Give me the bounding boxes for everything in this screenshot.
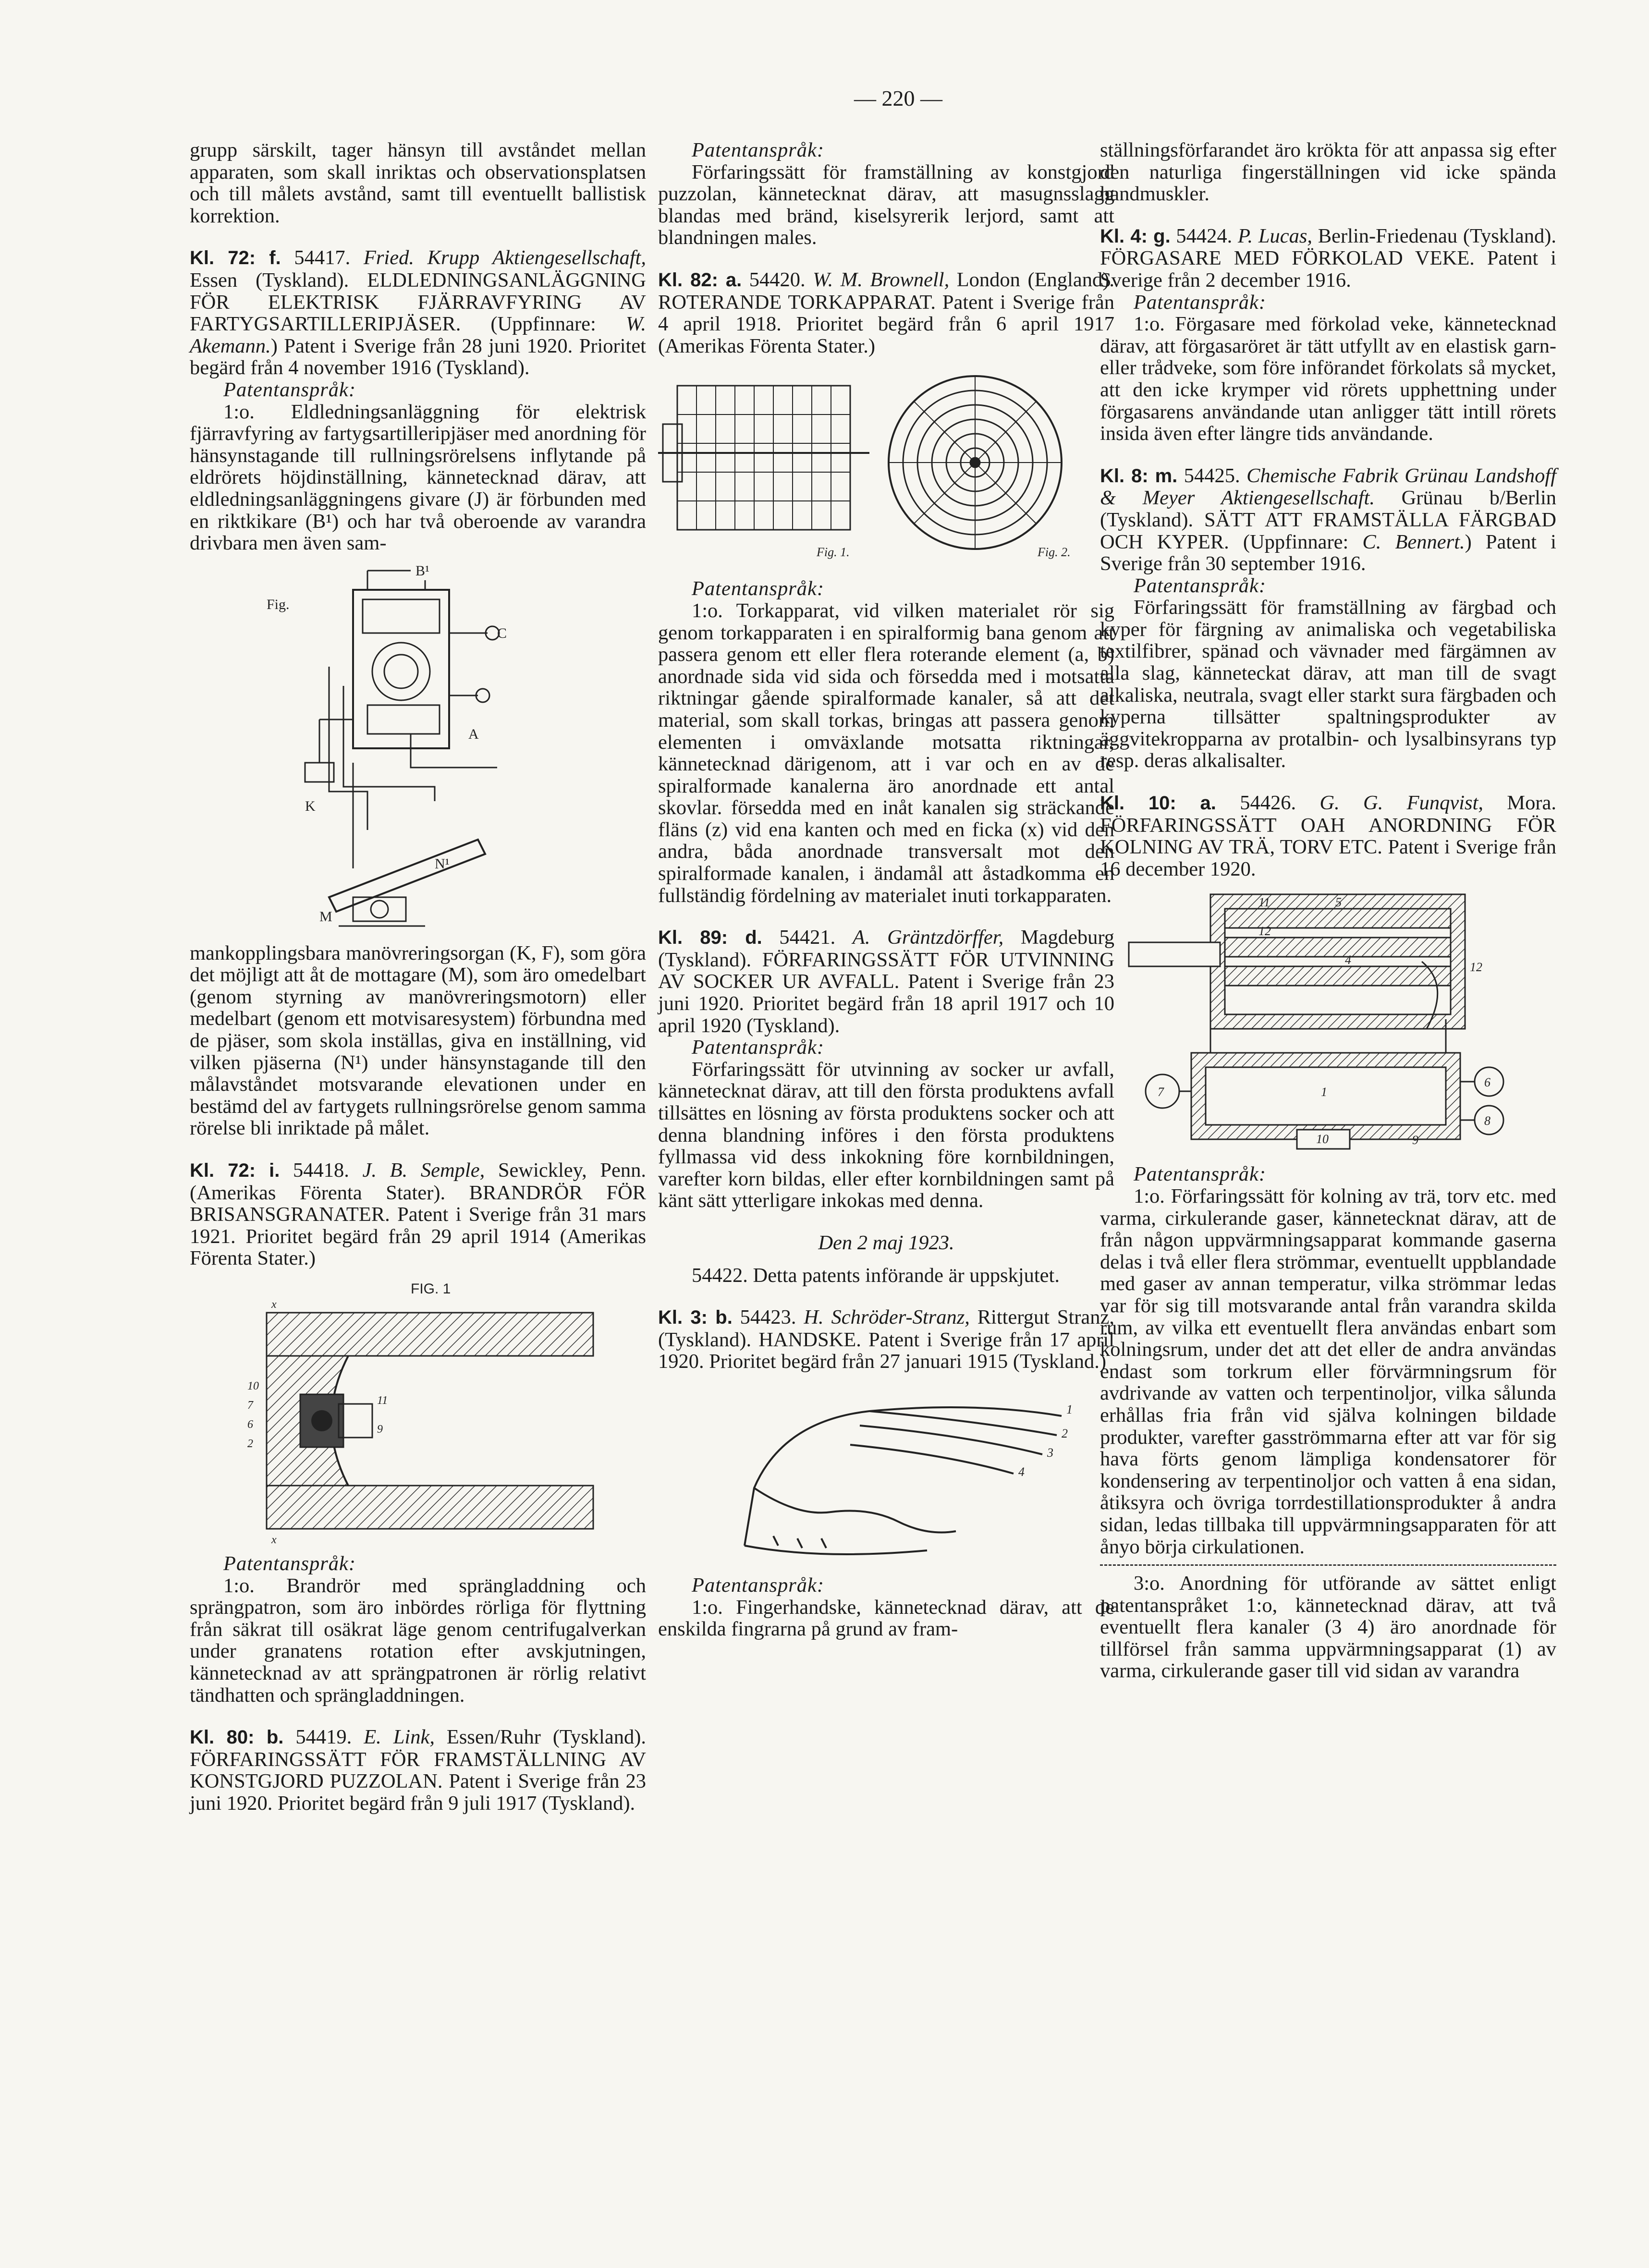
claim-heading: Patentanspråk: bbox=[1134, 574, 1267, 597]
date-heading: Den 2 maj 1923. bbox=[818, 1231, 954, 1254]
class-label: Kl. 10: a. bbox=[1100, 793, 1216, 814]
svg-text:M: M bbox=[319, 908, 332, 925]
figure-kiln bbox=[1114, 890, 1518, 1158]
svg-text:A: A bbox=[468, 726, 479, 742]
entry-54419-header bbox=[190, 1726, 646, 1814]
class-label: Kl. 72: f. bbox=[190, 247, 281, 269]
column-3 bbox=[1100, 139, 1556, 1682]
applicant: E. Link, bbox=[364, 1726, 435, 1749]
entry-text: Sewickley, Penn. (Amerikas Förenta Stater). BRANDRÖR FÖR BRISANSGRANATER. Patent i Sverige från 31 mars 1921. Prioritet begärd från 29 april 1914 (Amerikas Förenta Stater.) bbox=[190, 1159, 646, 1270]
svg-text:B¹: B¹ bbox=[415, 562, 430, 579]
svg-text:11: 11 bbox=[377, 1394, 388, 1407]
patent-number: 54419. bbox=[283, 1726, 364, 1749]
deferred-note: 54422. Detta patents införande är uppskjutet. bbox=[692, 1264, 1060, 1287]
entry-text: Magdeburg (Tyskland). FÖRFARINGSSÄTT FÖR UTVINNING AV SOCKER UR AVFALL. Patent i Sverige från 23 juni 1920. Prioritet begärd från 18 april 1917 och 10 april 1920 (Tyskland). bbox=[658, 926, 1115, 1037]
svg-text:7: 7 bbox=[247, 1399, 253, 1412]
glove-drawing bbox=[725, 1392, 1090, 1565]
svg-text:x: x bbox=[271, 1534, 277, 1546]
fig-label: Fig. bbox=[267, 596, 290, 612]
entry-text: Rittergut Stranz, (Tyskland). HANDSKE. Patent i Sverige från 17 april 1920. Prioritet begärd från 27 januari 1915 (Tyskland.) bbox=[658, 1306, 1115, 1373]
applicant: W. M. Brownell, bbox=[813, 268, 950, 291]
figure-glove bbox=[725, 1392, 1090, 1565]
svg-text:7: 7 bbox=[1158, 1085, 1164, 1099]
page-number: — 220 — bbox=[854, 86, 942, 110]
class-label: Kl. 4: g. bbox=[1100, 225, 1171, 247]
figure-fuze bbox=[219, 1274, 612, 1548]
svg-text:6: 6 bbox=[1484, 1075, 1490, 1090]
class-label: Kl. 82: a. bbox=[658, 269, 742, 291]
continued-text: ställningsförfarandet äro krökta för att anpassa sig efter den naturliga fingerställningen vid icke spända handmuskler. bbox=[1100, 139, 1556, 206]
entry-text: Berlin-Friedenau (Tyskland). FÖRGASARE MED FÖRKOLAD VEKE. Patent i Sverige från 2 december 1916. bbox=[1100, 224, 1556, 292]
entry-54425-header bbox=[1100, 465, 1556, 575]
claim-text: 1:o. Torkapparat, vid vilken materialet rör sig genom torkapparaten i en spiralformig bana genom att passera genom ett eller flera roterande element (a, b) anordnade sida vid sida och försedda med i motsatta riktningar gående spiralformade kanaler, så att det material, som skall torkas, bringas att passera genom elementen i omväxlande motsatta riktningar, kännetecknad därigenom, att i var och en av de spiralformade kanalerna äro anordnade ett antal skovlar. försedda med en inåt kanalen sig sträckande fläns (z) vid ena kanten och med en ficka (x) vid den andra, båda anordnade transversalt mot den spiralformade kanalen, i ändamål att åstadkomma en fullständig fördelning av materialet inuti torkapparaten. bbox=[658, 599, 1114, 907]
class-label: Kl. 8: m. bbox=[1100, 465, 1178, 487]
entry-54423-header bbox=[658, 1306, 1114, 1373]
patent-number: 54423. bbox=[732, 1306, 804, 1329]
entry-text: Essen/Ruhr (Tyskland). FÖRFARINGSSÄTT FÖR FRAMSTÄLLNING AV KONSTGJORD PUZZOLAN. Patent i Sverige från 23 juni 1920. Prioritet begärd från 9 juli 1917 (Tyskland). bbox=[190, 1726, 646, 1815]
svg-text:9: 9 bbox=[1412, 1133, 1418, 1147]
claim-heading: Patentanspråk: bbox=[1134, 291, 1267, 314]
svg-text:1: 1 bbox=[1321, 1085, 1327, 1099]
entry-text: Mora. FÖRFARINGSSÄTT OAH ANORDNING FÖR KOLNING AV TRÄ, TORV ETC. Patent i Sverige från 16 december 1920. bbox=[1100, 792, 1556, 880]
claim-text: 1:o. Brandrör med sprängladdning och sprängpatron, som äro inbördes rörliga för flyttning från säkrat till osäkrat läge genom centrifugalverkan under granatens rotation efter avskjutningen, kännetecknad av att sprängpatronen är rörlig relativt tändhatten och sprängladdningen. bbox=[190, 1574, 646, 1707]
applicant: J. B. Semple, bbox=[362, 1159, 485, 1182]
svg-text:x: x bbox=[271, 1298, 277, 1311]
svg-text:8: 8 bbox=[1484, 1114, 1490, 1128]
kiln-diagram bbox=[1114, 890, 1518, 1158]
claim-heading: Patentanspråk: bbox=[692, 139, 825, 161]
patent-number: 54418. bbox=[280, 1159, 363, 1182]
fig-label: Fig. 2. bbox=[1038, 545, 1071, 560]
claim-heading: Patentanspråk: bbox=[223, 1552, 356, 1575]
svg-text:N¹: N¹ bbox=[435, 855, 450, 872]
claim-3-text: 3:o. Anordning för utförande av sättet enligt patentanspråket 1:o, kännetecknad därav, att två eventuellt flera kanaler (3 4) äro anordnade för tillförsel från samma uppvärmningsapparat (1) av varma, cirkulerande gaser till vid sidan av varandra bbox=[1100, 1572, 1556, 1683]
fire-control-diagram bbox=[209, 561, 555, 936]
class-label: Kl. 3: b. bbox=[658, 1307, 733, 1329]
fig-label: Fig. 1. bbox=[817, 545, 850, 560]
svg-text:10: 10 bbox=[247, 1380, 259, 1392]
svg-text:1: 1 bbox=[1066, 1402, 1073, 1416]
svg-text:12: 12 bbox=[1470, 960, 1482, 975]
patent-number: 54426. bbox=[1216, 792, 1320, 815]
claim-text: Förfaringssätt för framställning av färgbad och kyper för färgning av animaliska och vegetabiliska textilfibrer, spänad och vävnader med färgämnen av alla slag, känneteckat därav, att man till de svagt alkaliska, neutrala, svagt eller starkt sura färgbaden och kyperna tillsätter spaltningsprodukter av äggvitekropparna av protalbin- och lysalbinsyrans typ resp. deras alkalisalter. bbox=[1100, 596, 1556, 772]
svg-text:12: 12 bbox=[1258, 924, 1271, 939]
entry-text: London (England). ROTERANDE TORKAPPARAT. Patent i Sverige från 4 april 1918. Prioritet begärd från 6 april 1917 (Amerikas Förenta Stater.) bbox=[658, 268, 1115, 357]
svg-text:5: 5 bbox=[1335, 895, 1342, 910]
patent-number: 54421. bbox=[762, 926, 853, 949]
patent-number: 54424. bbox=[1170, 224, 1238, 247]
svg-text:K: K bbox=[305, 798, 316, 814]
applicant: Fried. Krupp Aktiengesellschaft, bbox=[363, 246, 646, 269]
claim-text: 1:o. Fingerhandske, kännetecknad därav, att de enskilda fingrarna på grund av fram- bbox=[658, 1596, 1114, 1641]
patent-number: 54420. bbox=[742, 268, 813, 291]
claim-heading: Patentanspråk: bbox=[692, 577, 825, 600]
svg-text:4: 4 bbox=[1345, 953, 1351, 967]
dashed-divider bbox=[1100, 1564, 1556, 1566]
claim-heading: Patentanspråk: bbox=[692, 1573, 825, 1597]
applicant: P. Lucas, bbox=[1238, 224, 1313, 247]
entry-text: Grünau b/Berlin (Tyskland). SÄTT ATT FRAMSTÄLLA FÄRGBAD OCH KYPER. (Uppfinnare: bbox=[1100, 487, 1556, 553]
svg-text:4: 4 bbox=[1018, 1464, 1025, 1479]
entry-54420-header bbox=[658, 269, 1114, 357]
class-label: Kl. 72: i. bbox=[190, 1160, 280, 1182]
svg-text:6: 6 bbox=[247, 1418, 253, 1431]
entry-54421-header bbox=[658, 927, 1114, 1036]
fuze-cross-section bbox=[219, 1274, 612, 1548]
class-label: Kl. 89: d. bbox=[658, 927, 762, 949]
applicant: A. Gräntzdörffer, bbox=[852, 926, 1004, 949]
svg-text:10: 10 bbox=[1316, 1132, 1329, 1146]
column-2 bbox=[658, 139, 1114, 1640]
svg-text:2: 2 bbox=[1062, 1426, 1068, 1440]
intro-paragraph: grupp särskilt, tager hänsyn till avståndet mellan apparaten, som skall inriktas och observationsplatsen och till målets avstånd, samt till eventuellt ballistisk korrektion. bbox=[190, 139, 646, 227]
entry-54426-header bbox=[1100, 792, 1556, 880]
claim-heading: Patentanspråk: bbox=[1134, 1163, 1267, 1186]
svg-text:2: 2 bbox=[247, 1438, 253, 1450]
entry-54417-header bbox=[190, 247, 646, 379]
claim-text: Förfaringssätt för framställning av konstgjord puzzolan, kännetecknat därav, att masugnsslagg blandas med bränd, kiselsyrerik lerjord, samt att blandningen males. bbox=[658, 160, 1114, 249]
svg-text:11: 11 bbox=[1258, 895, 1270, 910]
svg-text:3: 3 bbox=[1047, 1445, 1053, 1460]
patent-number: 54425. bbox=[1177, 464, 1247, 487]
drying-apparatus-diagram bbox=[658, 366, 1090, 568]
entry-54418-header bbox=[190, 1159, 646, 1269]
claim-text: 1:o. Eldledningsanläggning för elektrisk fjärravfyring av fartygsartilleripjäser med anordning för hänsynstagande till rullningsrörelsens inflytande på eldrörets höjdinställning, kännetecknad därav, att eldledningsanläggningens givare (J) är förbunden med en riktkikare (B¹) och har två oberoende av varandra drivbara men även sam- bbox=[190, 400, 646, 555]
fig-label: FIG. 1 bbox=[411, 1281, 451, 1297]
svg-text:C: C bbox=[497, 625, 507, 641]
applicant: G. G. Funqvist, bbox=[1319, 792, 1483, 815]
entry-text: Essen (Tyskland). ELDLEDNINGSANLÄGGNING FÖR ELEKTRISK FJÄRRAVFYRING AV FARTYGSARTILLERIPJÄSER. (Uppfinnare: bbox=[190, 268, 646, 336]
patent-number: 54417. bbox=[281, 246, 364, 269]
claim-heading: Patentanspråk: bbox=[223, 378, 356, 401]
figure-drying-apparatus bbox=[658, 366, 1090, 568]
class-label: Kl. 80: b. bbox=[190, 1727, 284, 1748]
inventor: C. Bennert. bbox=[1362, 530, 1465, 553]
svg-text:9: 9 bbox=[377, 1423, 383, 1436]
claim-text: 1:o. Förgasare med förkolad veke, kännetecknad därav, att förgasaröret är tätt utfyllt av en elastisk garn- eller trådveke, som före införandet förkolats så mycket, att den icke krymper vid rörets upphettning under förgasarens användande utan anligger tätt intill rörets insida även efter längre tids användande. bbox=[1100, 313, 1556, 445]
figure-fire-control-apparatus bbox=[209, 561, 555, 936]
claim-text: Förfaringssätt för utvinning av socker ur avfall, kännetecknat därav, att till den första produktens avfall tillsättes en lösning av första produktens socker och att denna blandning införes i den första produktens fyllmassa vid dess inkokning före kornbildningen, varefter korn bildas, eller efter kornbildningen samt på känt sätt ytterligare inkokas med denna. bbox=[658, 1058, 1114, 1212]
applicant: H. Schröder-Stranz, bbox=[804, 1306, 970, 1329]
claim-heading: Patentanspråk: bbox=[692, 1036, 825, 1059]
inventor: W. Akemann. bbox=[190, 313, 646, 357]
entry-text-end: ) Patent i Sverige från 30 september 1916. bbox=[1100, 530, 1556, 575]
entry-text-end: ) Patent i Sverige från 28 juni 1920. Prioritet begärd från 4 november 1916 (Tyskland). bbox=[190, 334, 646, 379]
claim-text-cont: mankopplingsbara manövreringsorgan (K, F), som göra det möjligt att åt de mottagare (M), som äro omedelbart (genom styrning av manövreringsmotorn) eller medelbart (genom ett motvisaresystem) förbundna med de pjäser, som skola inställas, giva en inställning, vid vilken pjäserna (N¹) under hänsynstagande till den målavståndet motsvarande elevationen under en bestämd del av fartygets rullningsrörelse genom samma rörelse bli inriktade på målet. bbox=[190, 941, 646, 1140]
claim-text: 1:o. Förfaringssätt för kolning av trä, torv etc. med varma, cirkulerande gaser, kännetecknat därav, att de från någon uppvärmningsapparat kommande gaserna delas i två eller flera strömmar, eventuellt uppblandade med gaser av annan temperatur, vilka strömmar ledas var för sig till motsvarande antal från varandra skilda rum, av vilka ett eventuellt flera användas enbart som kolningsrum, under det att det eller de andra användas endast som torkrum eller förvärmningsrum för avdrivande av vatten och terpentinoljor, vilka sålunda erhållas fria från vid själva kolningen bildade produkter, varefter gasströmmarna efter att var för sig hava förts genom lämpliga kondensatorer för kondensering av terpentinoljor och vatten å ena sidan, åtiksyra och övriga torrdestillationsprodukter å andra sidan, ledas tillbaka till uppvärmningsapparaten för att ånyo börja cirkulationen. bbox=[1100, 1185, 1556, 1558]
column-1 bbox=[190, 139, 646, 1815]
applicant: Chemische Fabrik Grünau Landshoff & Meyer Aktiengesellschaft. bbox=[1100, 464, 1557, 510]
entry-54424-header bbox=[1100, 225, 1556, 292]
